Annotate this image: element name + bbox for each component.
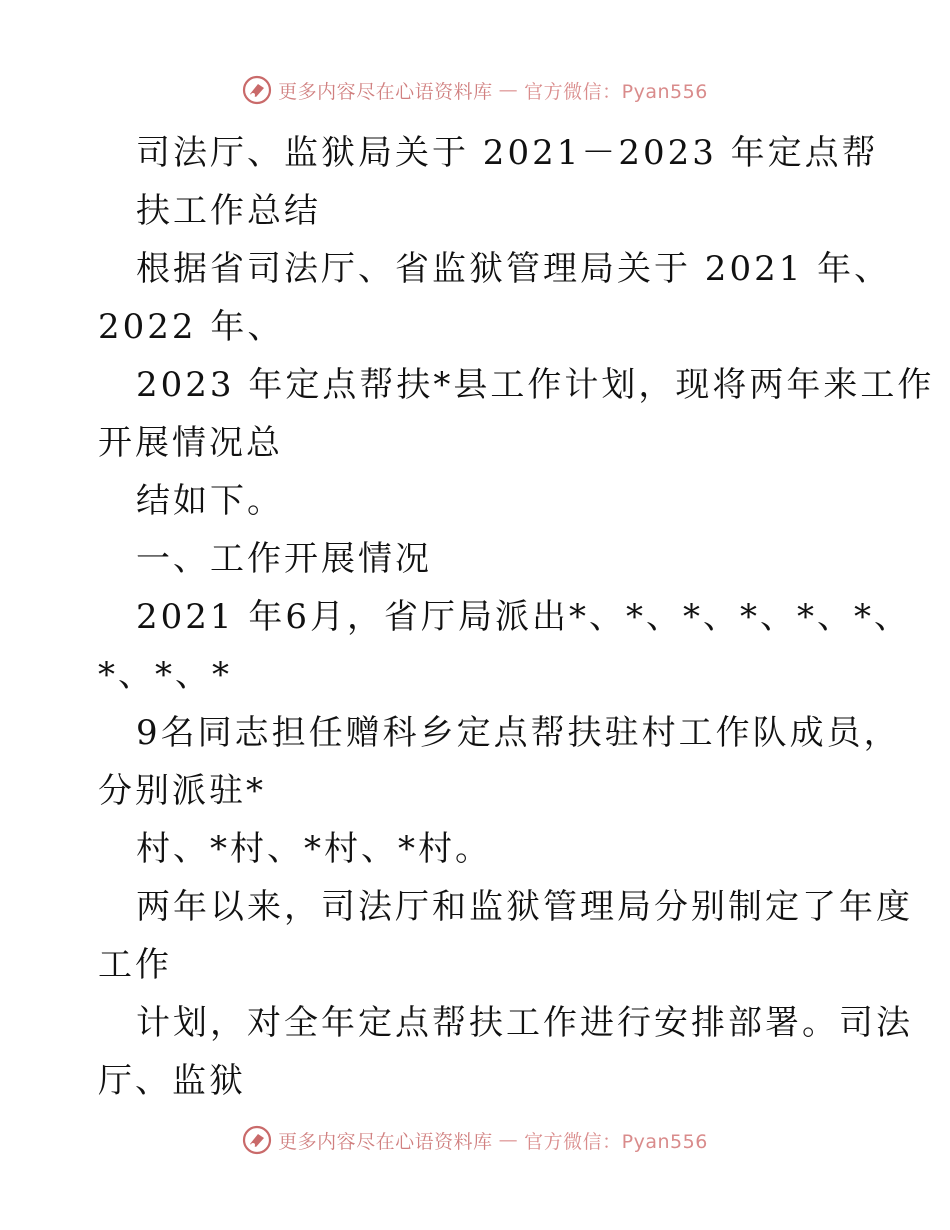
- stamp-logo-icon: [242, 1125, 272, 1155]
- header-watermark: [0, 72, 950, 108]
- paragraph-line: 2022 年、: [98, 307, 285, 347]
- paragraph-line: 计划，对全年定点帮扶工作进行安排部署。司法: [136, 1003, 913, 1043]
- watermark-text: 更多内容尽在心语资料库: [278, 1130, 493, 1153]
- paragraph-line: 2021 年6月，省厅局派出*、*、*、*、*、*、: [136, 597, 911, 637]
- paragraph-line: 工作: [98, 945, 172, 985]
- paragraph-line: 村、*村、*村、*村。: [136, 829, 492, 869]
- paragraph-line: 结如下。: [136, 481, 284, 521]
- paragraph-line: 开展情况总: [98, 423, 283, 463]
- watermark-text: 更多内容尽在心语资料库: [278, 80, 493, 103]
- document-body: [98, 124, 935, 1110]
- paragraph-line: *、*、*: [98, 655, 232, 695]
- watermark-separator: —: [498, 79, 519, 101]
- watermark-wechat: 官方微信：Pyan556: [524, 1130, 708, 1153]
- paragraph-line: 分别派驻*: [98, 771, 266, 811]
- watermark-separator: —: [498, 1129, 519, 1151]
- watermark-wechat: 官方微信：Pyan556: [524, 80, 708, 103]
- title-line-2: 扶工作总结: [136, 191, 321, 231]
- paragraph-line: 9名同志担任赠科乡定点帮扶驻村工作队成员，: [136, 713, 901, 753]
- section-heading: 一、工作开展情况: [136, 539, 432, 579]
- paragraph-line: 根据省司法厅、省监狱管理局关于 2021 年、: [136, 249, 892, 289]
- title-line-1: 司法厅、监狱局关于 2021－2023 年定点帮: [136, 133, 879, 173]
- paragraph-line: 厅、监狱: [98, 1061, 246, 1101]
- paragraph-line: 两年以来，司法厅和监狱管理局分别制定了年度: [136, 887, 913, 927]
- stamp-logo-icon: [242, 75, 272, 105]
- footer-watermark: [0, 1122, 950, 1158]
- paragraph-line: 2023 年定点帮扶*县工作计划，现将两年来工作: [136, 365, 935, 405]
